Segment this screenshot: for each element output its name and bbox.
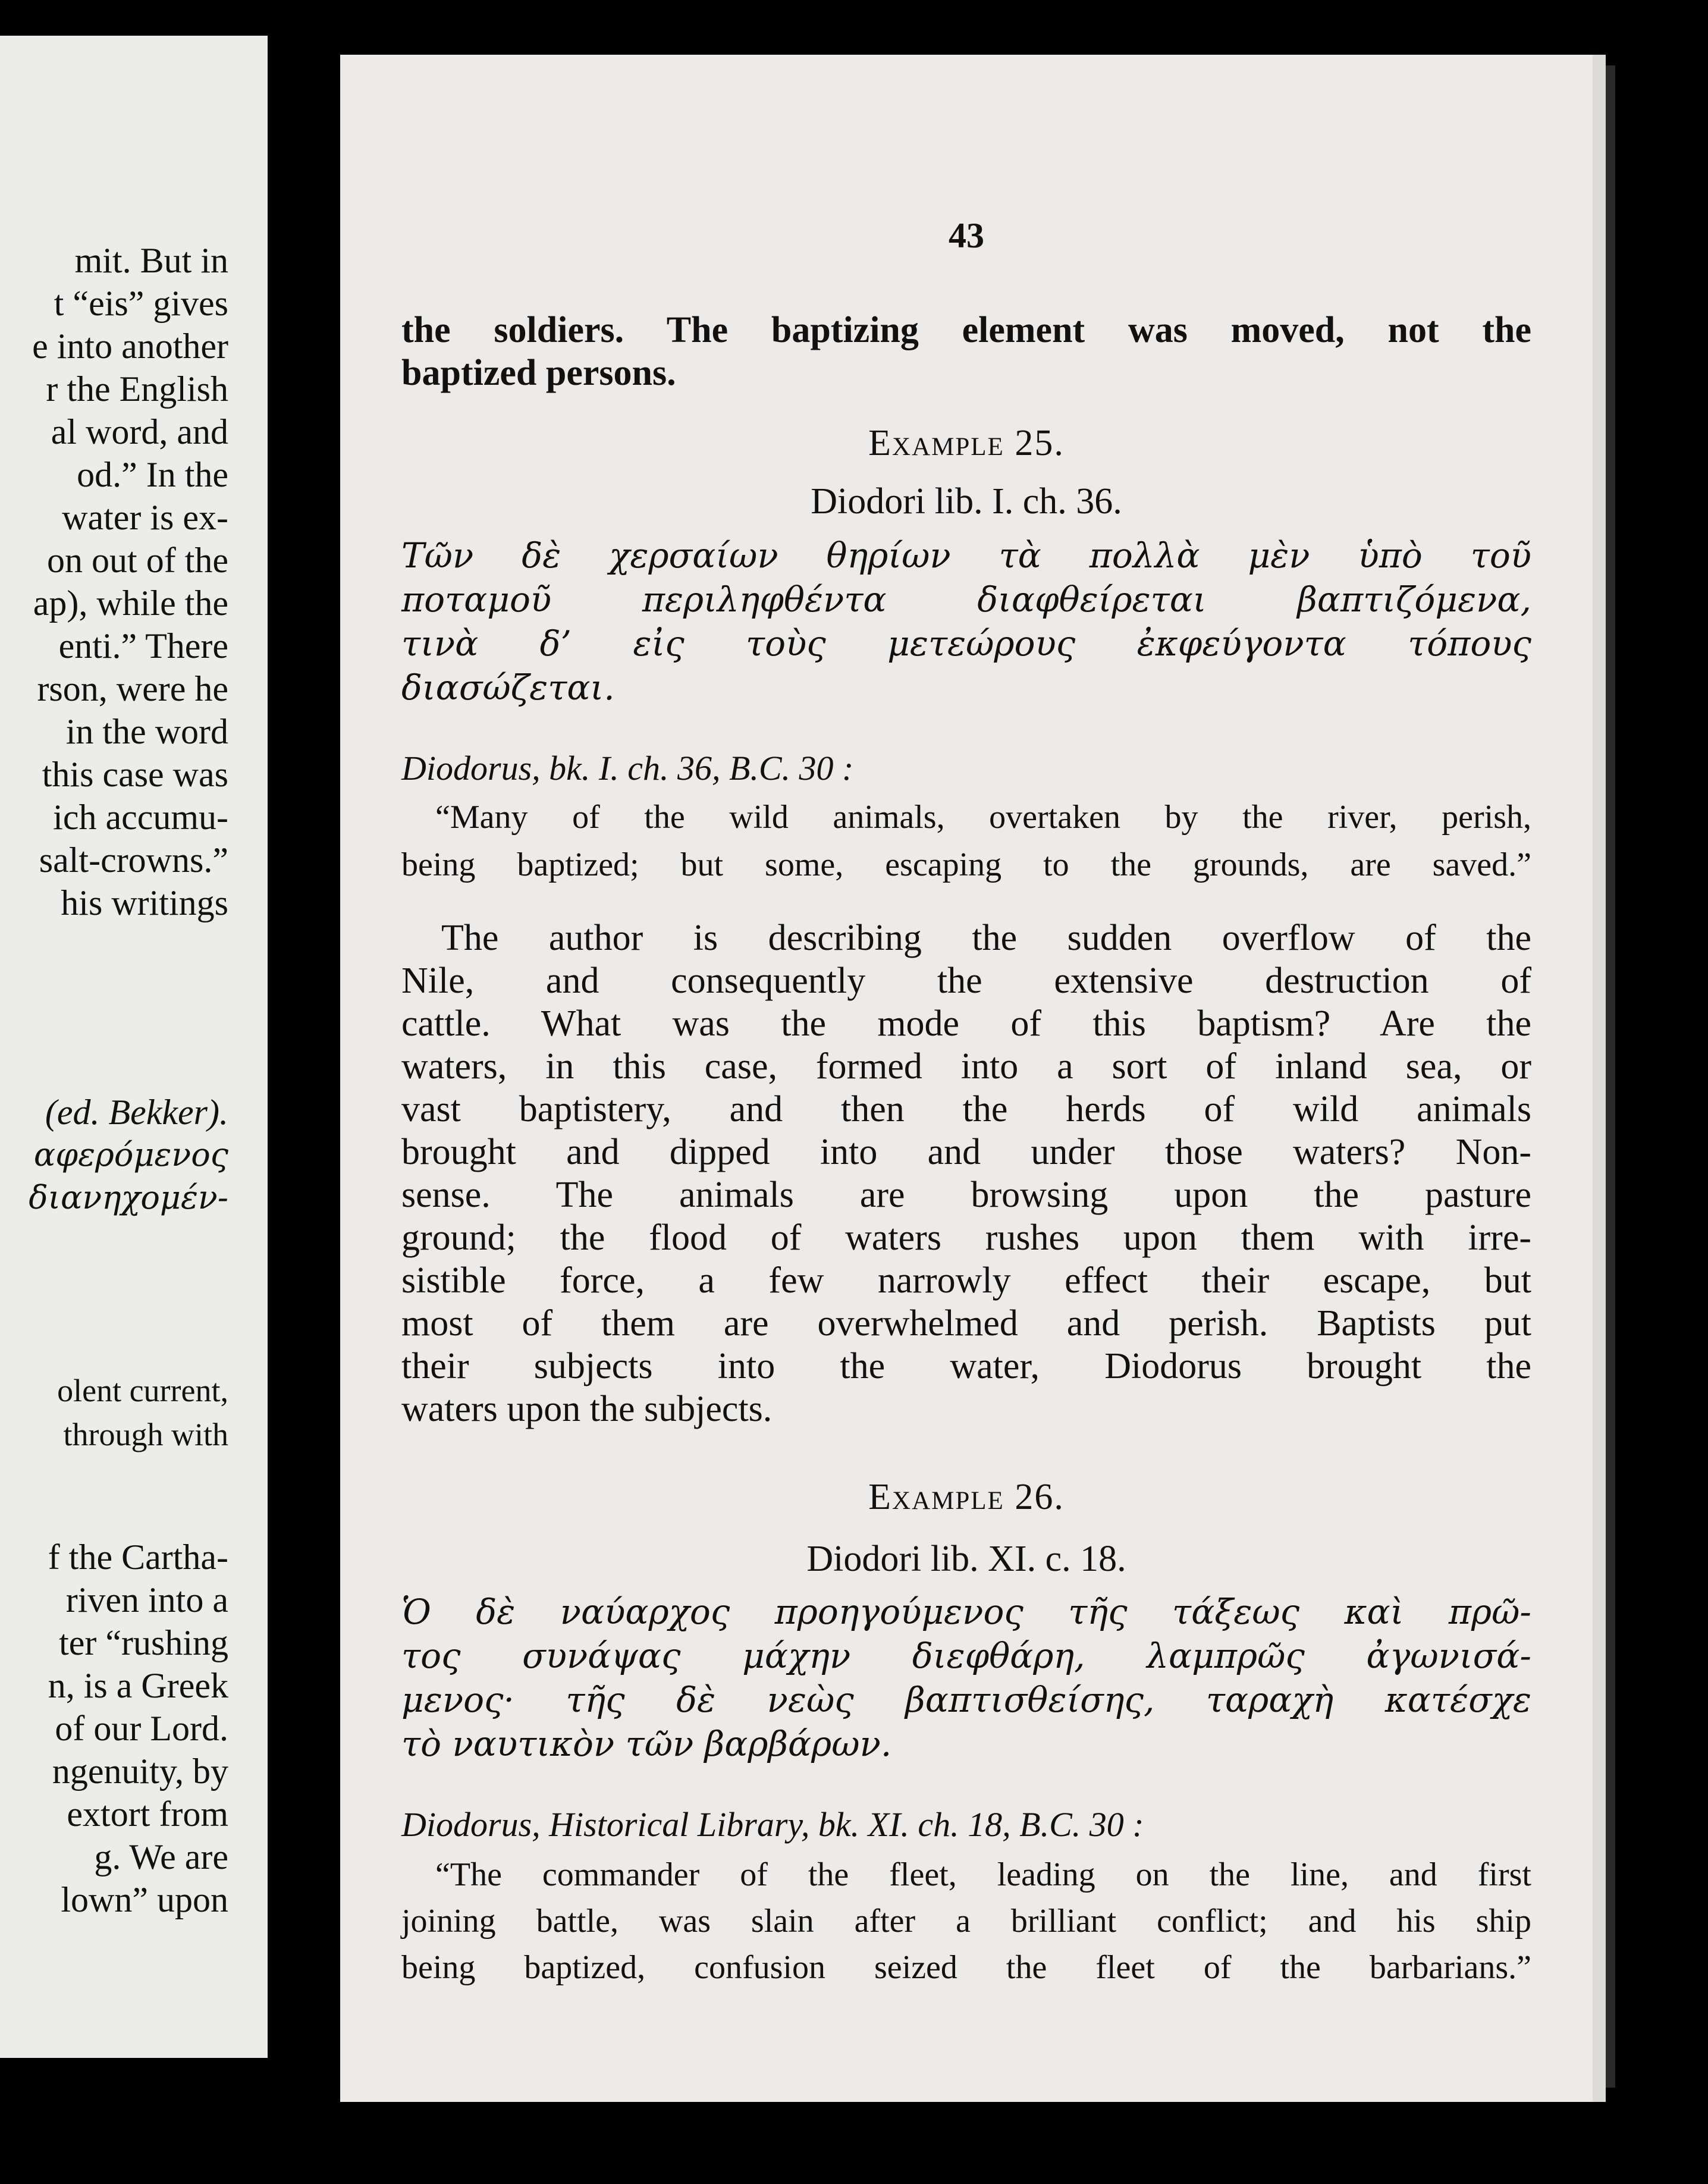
prev-line: in the word <box>65 712 228 751</box>
prev-line: n, is a Greek <box>48 1666 228 1705</box>
example-heading: Example 26. <box>868 1477 1065 1517</box>
greek-line: Ὁ δὲ ναύαρχος προηγούμενος τῆς τάξεως καὶ πρῶ- <box>401 1592 1531 1632</box>
greek-line: διασώζεται. <box>401 667 615 708</box>
body-line: their subjects into the water, Diodorus brought the <box>401 1346 1531 1386</box>
body-line: Nile, and consequently the extensive destruction of <box>401 961 1531 1001</box>
prev-line: lown” upon <box>61 1880 228 1919</box>
translation-line: joining battle, was slain after a brilliant conflict; and his ship <box>401 1903 1531 1940</box>
prev-line: διανηχομέν- <box>29 1179 228 1216</box>
citation: Diodorus, Historical Library, bk. XI. ch. 18, B.C. 30 : <box>401 1805 1144 1844</box>
translation-line: “Many of the wild animals, overtaken by the river, perish, <box>435 799 1531 836</box>
prev-line: od.” In the <box>77 455 228 494</box>
prev-line: his writings <box>61 883 228 922</box>
page-number: 43 <box>949 216 984 255</box>
body-line: waters, in this case, formed into a sort of inland sea, or <box>401 1046 1531 1087</box>
prev-line: ngenuity, by <box>52 1752 228 1791</box>
body-line: sistible force, a few narrowly effect their escape, but <box>401 1260 1531 1301</box>
body-line: cattle. What was the mode of this baptism? Are the <box>401 1003 1531 1044</box>
body-line: ground; the flood of waters rushes upon them with irre- <box>401 1217 1531 1258</box>
prev-line: through with <box>63 1417 228 1452</box>
prev-line: ap), while the <box>33 583 228 623</box>
prev-line: olent current, <box>57 1373 228 1408</box>
prev-line: al word, and <box>51 412 228 451</box>
prev-line: extort from <box>67 1794 228 1834</box>
prev-line: e into another <box>32 327 228 366</box>
book-page <box>340 55 1593 2102</box>
prev-line: ich accumu- <box>53 798 228 837</box>
example-heading: Example 25. <box>868 423 1065 463</box>
body-line: baptized persons. <box>401 353 676 393</box>
prev-line: mit. But in <box>74 241 228 280</box>
translation-line: being baptized; but some, escaping to the grounds, are saved.” <box>401 846 1531 883</box>
greek-line: Τῶν δὲ χερσαίων θηρίων τὰ πολλὰ μὲν ὑπὸ τοῦ <box>401 535 1531 576</box>
page-edge <box>1593 55 1606 2102</box>
greek-line: τινὰ δ’ εἰς τοὺς μετεώρους ἐκφεύγοντα τόπους <box>401 623 1531 664</box>
greek-line: τὸ ναυτικὸν τῶν βαρβάρων. <box>401 1724 892 1764</box>
body-line: sense. The animals are browsing upon the pasture <box>401 1175 1531 1215</box>
greek-line: ποταμοῦ περιληφθέντα διαφθείρεται βαπτιζόμενα, <box>401 579 1531 620</box>
prev-line: this case was <box>42 755 228 794</box>
greek-line: μενος· τῆς δὲ νεὼς βαπτισθείσης, ταραχὴ κατέσχε <box>401 1680 1531 1720</box>
prev-line: rson, were he <box>37 669 228 708</box>
prev-line: salt-crowns.” <box>39 840 228 880</box>
prev-line: enti.” There <box>58 626 228 666</box>
prev-line: f the Cartha- <box>48 1537 228 1577</box>
source-reference: Diodori lib. XI. c. 18. <box>806 1539 1126 1579</box>
citation: Diodorus, bk. I. ch. 36, B.C. 30 : <box>401 749 854 787</box>
translation-line: being baptized, confusion seized the fleet of the barbarians.” <box>401 1949 1531 1986</box>
prev-line: riven into a <box>65 1580 228 1620</box>
body-line: vast baptistery, and then the herds of wild animals <box>401 1089 1531 1129</box>
previous-page-fragment <box>0 36 268 2058</box>
prev-line: r the English <box>46 369 228 409</box>
source-reference: Diodori lib. I. ch. 36. <box>811 481 1122 522</box>
prev-line: on out of the <box>47 541 228 580</box>
body-line: most of them are overwhelmed and perish. Baptists put <box>401 1303 1531 1344</box>
prev-line: t “eis” gives <box>54 284 228 323</box>
book-spine-shadow <box>1606 65 1615 2088</box>
body-line: the soldiers. The baptizing element was moved, not the <box>401 310 1531 350</box>
body-line: waters upon the subjects. <box>401 1389 773 1429</box>
prev-line: (ed. Bekker). <box>45 1093 228 1132</box>
prev-line: g. We are <box>94 1837 228 1877</box>
body-line: The author is describing the sudden overflow of the <box>441 918 1531 958</box>
prev-line: ter “rushing <box>59 1623 228 1662</box>
prev-line: of our Lord. <box>55 1709 228 1748</box>
greek-line: τος συνάψας μάχην διεφθάρη, λαμπρῶς ἀγωνισά- <box>401 1636 1531 1676</box>
prev-line: αφερόμενος <box>33 1136 228 1173</box>
translation-line: “The commander of the fleet, leading on the line, and first <box>435 1856 1531 1893</box>
body-line: brought and dipped into and under those waters? Non- <box>401 1132 1531 1172</box>
prev-line: water is ex- <box>62 498 228 537</box>
